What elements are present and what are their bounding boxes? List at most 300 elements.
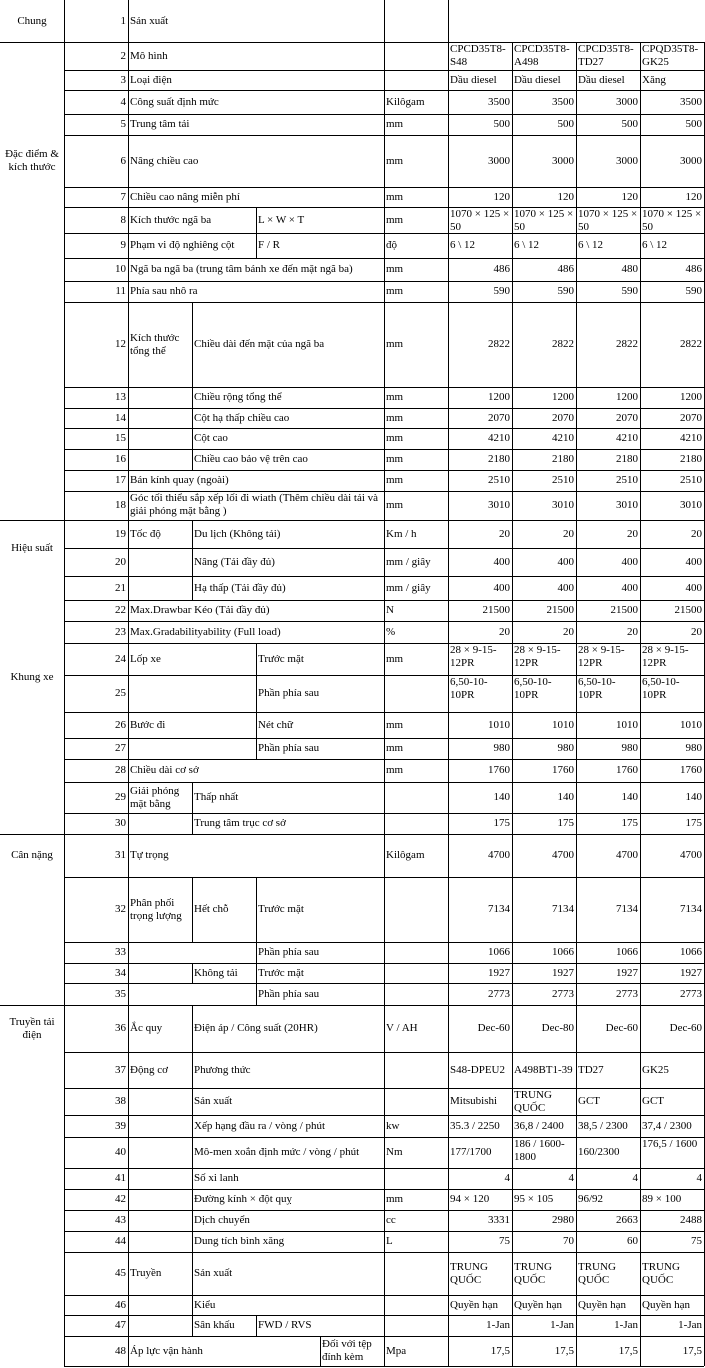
row-number: 7 [120,190,126,203]
category-label: Hiệu suất [11,541,53,554]
row-sublabel: Đường kính × đột quỵ [194,1193,293,1205]
row-label: Lốp xe [130,652,161,665]
value-cell: 6,50-10-10PR [514,676,552,701]
grid-line [0,520,64,521]
row-detail-label: Phần phía sau [258,946,320,958]
value-cell: 186 / 1600-1800 [514,1138,565,1163]
grid-line [256,983,257,1005]
row-label: Ắc quy [130,1022,163,1034]
value-cell: GCT [642,1095,664,1107]
unit-cell: Mpa [386,1344,407,1357]
value-cell: 590 [557,285,574,297]
value-cell: 94 × 120 [450,1193,490,1205]
value-cell: 4700 [616,849,638,861]
value-cell: 21500 [482,604,510,616]
row-number: 15 [115,432,126,444]
value-cell: 28 × 9-15-12PR [578,644,625,669]
row-label: Áp lực vận hành [130,1344,203,1357]
value-cell: 400 [621,555,638,568]
value-cell: 7134 [616,903,638,915]
value-cell: 2510 [616,474,638,486]
row-number: 29 [115,791,126,803]
model-name-part: S48 [450,56,468,68]
value-cell: 6,50-10-10PR [578,676,616,701]
row-sublabel: Sân khấu [194,1319,235,1331]
value-cell: A498BT1-39 [514,1063,573,1076]
row-sublabel: Sản xuất [194,1095,233,1107]
row-number: 25 [115,687,126,699]
row-number: 3 [120,73,126,86]
row-sublabel: Dịch chuyển [194,1214,250,1226]
row-number: 23 [115,625,126,638]
value-cell: 21500 [674,604,702,616]
row-label: Phân phối trọng lượng [130,896,182,922]
value-cell: 4 [568,1172,574,1184]
row-number: 48 [115,1344,126,1357]
unit-cell: mm [386,432,404,444]
grid-line [64,1315,704,1316]
model-name-part: TD27 [578,56,604,68]
value-cell: 2070 [552,411,574,424]
value-cell: 980 [685,742,702,754]
value-cell: 2180 [616,453,638,465]
grid-line [64,834,704,835]
grid-line [64,258,704,259]
row-number: 43 [115,1214,126,1226]
value-cell: Dec-60 [605,1022,638,1034]
row-number: 10 [115,263,126,275]
value-cell [448,0,512,42]
grid-line [64,963,704,964]
row-number: 27 [115,742,126,754]
row-label: Tự trọng [130,849,169,861]
row-detail-label: Phần phía sau [258,687,320,699]
unit-cell: mm [386,652,404,665]
value-cell: 38,5 / 2300 [578,1119,628,1132]
grid-line [192,782,193,813]
value-cell: 2822 [616,338,638,350]
value-cell: 3000 [616,154,638,167]
grid-line [192,1189,193,1210]
row-number: 16 [115,453,126,465]
value-cell: 1010 [488,718,510,731]
value-cell: 2180 [488,453,510,465]
value-cell: 175 [493,817,510,829]
value-cell: Dầu diesel [450,73,497,86]
value-cell: 6 \ 12 [514,239,540,251]
unit-cell: mm [386,118,404,130]
category-label: Cân nặng [11,849,53,861]
value-cell: 75 [691,1235,702,1247]
value-cell: 96/92 [578,1193,604,1205]
value-cell: 1760 [616,764,638,776]
grid-line [64,1088,704,1089]
value-cell: 3000 [488,154,510,167]
value-cell: 6,50-10-10PR [450,676,488,701]
grid-line [64,1189,704,1190]
row-number: 45 [115,1267,126,1279]
grid-line [64,428,704,429]
value-cell: 2773 [616,987,638,1000]
value-cell: 980 [621,742,638,754]
value-cell: 140 [621,791,638,803]
grid-line [192,877,193,942]
value-cell: 590 [493,285,510,297]
row-sublabel: Chiều cao bảo vệ trên cao [194,453,308,465]
value-cell: 20 [563,625,574,638]
value-cell: 4 [504,1172,510,1184]
grid-line [64,281,704,282]
value-cell: 1-Jan [614,1319,638,1331]
grid-line [64,42,704,43]
value-cell: 480 [621,263,638,275]
value-cell: TRUNG QUỐC [514,1088,552,1114]
model-name-part: CPCD35T8- [514,43,570,55]
grid-line [256,738,257,759]
value-cell: 1-Jan [550,1319,574,1331]
value-cell: 3500 [552,95,574,108]
row-sublabel: Phương thức [194,1063,251,1076]
value-cell: 37,4 / 2300 [642,1119,692,1132]
row-label: Mô hình [130,49,168,62]
value-cell: Dầu diesel [514,73,561,86]
value-cell: 28 × 9-15-12PR [450,644,497,669]
value-cell: 3010 [616,499,638,511]
value-cell: 6 \ 12 [450,239,476,251]
value-cell: 140 [685,791,702,803]
value-cell: 120 [493,190,510,203]
grid-line [192,963,193,983]
grid-line [192,813,193,834]
value-cell: 4210 [552,432,574,444]
unit-cell: N [386,604,394,616]
model-name-part: CPQD35T8- [642,43,699,55]
row-number: 35 [115,987,126,1000]
grid-line [192,1231,193,1252]
unit-cell: mm [386,718,404,731]
value-cell: 1066 [680,946,702,958]
value-cell: 17,5 [618,1344,638,1357]
row-sublabel: Nâng (Tải đầy đủ) [194,555,275,568]
grid-line [256,942,257,963]
value-cell: 400 [493,555,510,568]
model-name-part: A498 [514,56,539,68]
value-cell: 60 [627,1235,638,1247]
value-cell: 1010 [680,718,702,731]
value-cell: Dầu diesel [578,73,625,86]
value-cell: 2180 [552,453,574,465]
grid-line [192,387,193,408]
row-detail-label: Trước mặt [258,903,304,915]
value-cell: 1-Jan [678,1319,702,1331]
value-cell: 35.3 / 2250 [450,1119,500,1132]
grid-line [192,428,193,449]
value-cell: 590 [621,285,638,297]
value-cell: 140 [557,791,574,803]
grid-line [64,738,704,739]
row-sublabel: Không tải [194,966,238,979]
grid-line [64,187,704,188]
row-label: Giải phóng mặt bằng [130,784,180,810]
row-label: Tốc độ [130,527,161,540]
value-cell: 120 [557,190,574,203]
row-label: Góc tối thiểu sắp xếp lối đi wiath (Thêm chiều dài tải và giải phóng mặt bằng ) [130,492,379,517]
value-cell: 28 × 9-15-12PR [514,644,561,669]
value-cell: 2980 [552,1214,574,1226]
value-cell: 2180 [680,453,702,465]
unit-cell: cc [386,1214,396,1226]
model-header [448,42,512,70]
grid-line [64,759,704,760]
grid-line [256,963,257,983]
row-number: 21 [115,581,126,594]
unit-cell: mm [386,1193,404,1205]
row-number: 31 [115,849,126,861]
row-number: 26 [115,718,126,731]
value-cell: 1066 [616,946,638,958]
row-number: 14 [115,411,126,424]
value-cell: Quyền hạn [514,1298,562,1311]
row-sublabel: Hết chỗ [194,903,229,915]
row-number: 42 [115,1193,126,1205]
row-number: 36 [115,1022,126,1034]
grid-line [64,1231,704,1232]
value-cell: 4700 [680,849,702,861]
value-cell: 400 [493,581,510,594]
value-cell: 120 [621,190,638,203]
value-cell: 20 [499,527,510,540]
grid-line [192,1252,193,1295]
value-cell: 486 [557,263,574,275]
row-number: 34 [115,966,126,979]
value-cell: TRUNG QUỐC [514,1260,552,1286]
value-cell: 3000 [616,95,638,108]
model-name-part: GK25 [642,56,669,68]
value-cell: Dec-60 [477,1022,510,1034]
grid-line [192,1052,193,1088]
value-cell: 3010 [488,499,510,511]
value-cell: 1927 [552,966,574,979]
value-cell: 175 [685,817,702,829]
grid-line [64,90,704,91]
row-detail-label: Phần phía sau [258,742,320,754]
unit-cell: mm [386,474,404,486]
value-cell: 36,8 / 2400 [514,1119,564,1132]
value-cell: 1010 [616,718,638,731]
row-label: Kích thước ngã ba [130,213,212,226]
value-cell: 6 \ 12 [642,239,668,251]
value-cell: 500 [621,118,638,130]
grid-line [192,1315,193,1336]
unit-cell: mm [386,263,404,275]
value-cell: 400 [685,555,702,568]
row-label: Chiều dài cơ sở [130,764,199,776]
value-cell [640,0,704,42]
unit-cell: mm / giây [386,581,431,594]
row-label: Kích thước tổng thể [130,331,180,357]
grid-line [256,207,257,233]
row-sublabel: Điện áp / Công suất (20HR) [194,1022,318,1034]
unit-cell: Kilôgam [386,95,425,108]
value-cell: 1010 [552,718,574,731]
value-cell: 4 [696,1172,702,1184]
value-cell: 400 [557,555,574,568]
unit-cell: mm [386,154,404,167]
unit-cell: V / AH [386,1022,418,1034]
value-cell: 4700 [488,849,510,861]
value-cell: 1927 [616,966,638,979]
value-cell: 1200 [616,391,638,403]
row-label: Sản xuất [130,14,169,27]
row-number: 44 [115,1235,126,1247]
grid-line [256,233,257,258]
value-cell: 20 [691,625,702,638]
value-cell: 2510 [488,474,510,486]
value-cell: Quyền hạn [642,1298,690,1311]
row-number: 37 [115,1063,126,1076]
row-sublabel: Mô-men xoắn định mức / vòng / phút [194,1146,360,1158]
row-number: 2 [120,49,126,62]
value-cell: TRUNG QUỐC [578,1260,616,1286]
grid-line [192,302,193,387]
row-number: 32 [115,903,126,915]
value-cell: 20 [563,527,574,540]
row-number: 1 [120,14,126,27]
row-number: 18 [115,499,126,511]
category-label: Truyền tải điện [9,1015,55,1041]
value-cell: 1927 [488,966,510,979]
row-sublabel: Kiểu [194,1298,216,1311]
grid-line [64,813,704,814]
grid-line [192,548,193,576]
value-cell: 20 [627,625,638,638]
value-cell: Quyền hạn [450,1298,498,1311]
row-number: 17 [115,474,126,486]
row-detail-label: L × W × T [258,213,305,226]
unit-cell: kw [386,1119,400,1132]
category-label: Đặc điểm & kích thước [5,148,59,173]
row-number: 22 [115,604,126,616]
value-cell: 2663 [616,1214,638,1226]
value-cell: 7134 [488,903,510,915]
unit-cell: độ [386,239,397,251]
category-label: Chung [17,14,47,27]
grid-line [64,600,704,601]
row-label: Loại điện [130,73,172,86]
value-cell: 4210 [488,432,510,444]
grid-line [64,1052,704,1053]
row-label: Công suất định mức [130,95,219,108]
grid-line [64,1115,704,1116]
value-cell: 2773 [680,987,702,1000]
value-cell: 20 [499,625,510,638]
grid-line [64,877,704,878]
value-cell: 140 [493,791,510,803]
value-cell: 2773 [488,987,510,1000]
row-label: Trung tâm tải [130,118,190,130]
value-cell: 17,5 [554,1344,574,1357]
row-sublabel: Thấp nhất [194,791,239,803]
value-cell: 20 [691,527,702,540]
unit-cell: mm [386,285,404,297]
grid-line [64,621,704,622]
grid-line [256,712,257,738]
row-number: 13 [115,391,126,403]
value-cell: 160/2300 [578,1146,620,1158]
grid-line [64,470,704,471]
value-cell: 1200 [488,391,510,403]
value-cell: 1-Jan [486,1319,510,1331]
category-label: Khung xe [10,671,54,683]
row-number: 41 [115,1172,126,1184]
row-label: Phía sau nhô ra [130,285,198,297]
grid-line [0,834,64,835]
grid-line [64,491,704,492]
value-cell: 3010 [552,499,574,511]
row-detail-label: F / R [258,239,281,251]
grid-line [64,643,704,644]
grid-line [448,0,449,1366]
row-label: Truyền [130,1267,162,1279]
grid-line [192,1088,193,1115]
value-cell: 1927 [680,966,702,979]
row-number: 33 [115,946,126,958]
value-cell: 980 [557,742,574,754]
value-cell: 3500 [488,95,510,108]
row-number: 46 [115,1298,126,1311]
row-detail-label: FWD / RVS [258,1319,312,1331]
row-sublabel: Du lịch (Không tải) [194,527,281,540]
value-cell: 120 [685,190,702,203]
grid-line [64,135,704,136]
grid-line [192,449,193,470]
grid-line [192,1115,193,1137]
row-number: 9 [120,239,126,251]
value-cell: 1066 [488,946,510,958]
value-cell: 2510 [552,474,574,486]
grid-line [64,233,704,234]
value-cell: 2070 [680,411,702,424]
grid-line [64,1366,704,1367]
value-cell: 7134 [552,903,574,915]
unit-cell: mm / giây [386,555,431,568]
value-cell [576,0,640,42]
grid-line [64,1168,704,1169]
value-cell: 70 [563,1235,574,1247]
grid-line [64,1005,704,1006]
value-cell: TD27 [578,1063,604,1076]
value-cell: 4210 [680,432,702,444]
row-sublabel: Số xi lanh [194,1172,239,1184]
value-cell: 2070 [616,411,638,424]
row-number: 11 [115,285,126,297]
row-sublabel: Dung tích bình xăng [194,1235,285,1247]
row-number: 19 [115,527,126,540]
model-name-part: CPCD35T8- [578,43,634,55]
value-cell: 6,50-10-10PR [642,676,680,701]
grid-line [64,1210,704,1211]
grid-line [192,408,193,428]
unit-cell: mm [386,190,404,203]
value-cell: 7134 [680,903,702,915]
value-cell: 3010 [680,499,702,511]
grid-line [128,0,129,1366]
unit-cell: mm [386,391,404,403]
row-label: Max.Gradabilityability (Full load) [130,625,281,638]
value-cell: Quyền hạn [578,1298,626,1311]
value-cell: 20 [627,527,638,540]
unit-cell: Kilôgam [386,849,425,861]
